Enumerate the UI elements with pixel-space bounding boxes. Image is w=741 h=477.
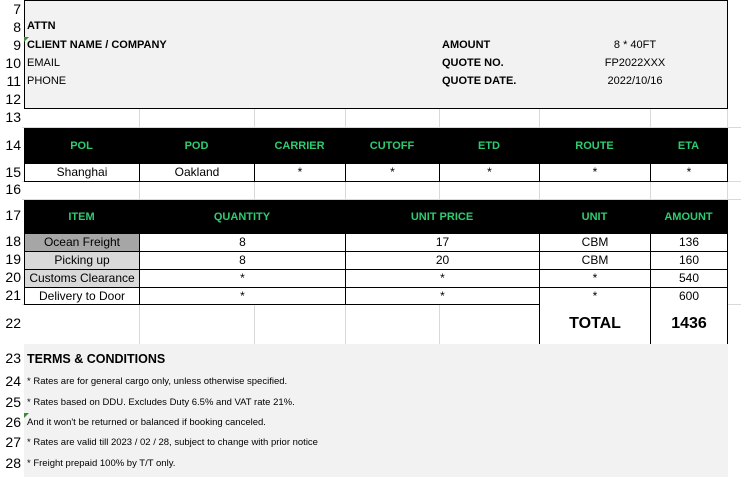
charge-quantity[interactable]: * (139, 287, 346, 305)
attn-label[interactable]: ATTN (27, 20, 56, 32)
col-header-pol[interactable]: POL (70, 140, 93, 152)
col-header-quantity[interactable]: QUANTITY (213, 211, 271, 223)
total-label[interactable]: TOTAL (569, 315, 621, 332)
charge-amount[interactable]: 160 (650, 251, 728, 270)
row-number[interactable]: 16 (5, 181, 21, 197)
col-header-unit[interactable]: UNIT (581, 211, 608, 223)
charge-amount[interactable]: 136 (650, 233, 728, 252)
charge-quantity[interactable]: 8 (139, 233, 346, 252)
quote-no-value[interactable]: FP2022XXX (604, 57, 666, 69)
col-header-amount[interactable]: AMOUNT (664, 211, 713, 223)
total-value[interactable]: 1436 (671, 315, 707, 332)
terms-title[interactable]: TERMS & CONDITIONS (27, 352, 166, 366)
row-number[interactable]: 15 (5, 164, 21, 180)
charge-unit-price[interactable]: 20 (345, 251, 540, 270)
row-number[interactable]: 17 (5, 207, 21, 223)
col-header-pod[interactable]: POD (184, 140, 209, 152)
terms-line[interactable]: * Freight prepaid 100% by T/T only. (27, 458, 176, 469)
col-header-eta[interactable]: ETA (677, 140, 700, 152)
terms-line[interactable]: * Rates are for general cargo only, unless otherwise specified. (27, 376, 288, 387)
route-cell-eta[interactable]: * (650, 163, 728, 182)
charge-quantity[interactable]: 8 (139, 251, 346, 270)
charge-unit-price[interactable]: * (345, 269, 540, 288)
phone-label[interactable]: PHONE (27, 75, 67, 87)
row-number[interactable]: 28 (5, 455, 21, 471)
row-number[interactable]: 12 (5, 91, 21, 107)
col-header-etd[interactable]: ETD (478, 140, 500, 152)
route-cell-pol[interactable]: Shanghai (24, 163, 140, 182)
row-number[interactable]: 9 (13, 37, 21, 53)
charge-unit[interactable]: * (539, 269, 651, 288)
charge-unit[interactable]: CBM (539, 251, 651, 270)
row-number[interactable]: 10 (5, 55, 21, 71)
quote-date-label[interactable]: QUOTE DATE. (442, 75, 517, 87)
route-cell-route[interactable]: * (539, 163, 651, 182)
charge-unit[interactable]: CBM (539, 233, 651, 252)
charge-unit[interactable]: * (539, 287, 651, 305)
col-header-item[interactable]: ITEM (68, 211, 95, 223)
row-number[interactable]: 20 (5, 269, 21, 285)
row-number[interactable]: 25 (5, 394, 21, 410)
row-number[interactable]: 8 (13, 19, 21, 35)
row-number[interactable]: 21 (5, 287, 21, 303)
charge-unit-price[interactable]: * (345, 287, 540, 305)
charge-item[interactable]: Picking up (24, 251, 140, 270)
row-number[interactable]: 23 (5, 350, 21, 366)
quote-date-value[interactable]: 2022/10/16 (607, 75, 663, 87)
col-header-cutoff[interactable]: CUTOFF (369, 140, 415, 152)
route-cell-pod[interactable]: Oakland (139, 163, 255, 182)
client-name-label[interactable]: CLIENT NAME / COMPANY (27, 39, 167, 51)
terms-panel (24, 344, 728, 477)
row-number[interactable]: 18 (5, 233, 21, 249)
route-cell-cutoff[interactable]: * (345, 163, 440, 182)
charge-amount[interactable]: 600 (650, 287, 728, 305)
route-cell-carrier[interactable]: * (254, 163, 346, 182)
row-number[interactable]: 27 (5, 434, 21, 450)
quote-header-panel (24, 0, 728, 109)
row-number[interactable]: 26 (5, 414, 21, 430)
row-number[interactable]: 7 (13, 1, 21, 17)
row-header-column (0, 0, 22, 477)
email-label[interactable]: EMAIL (27, 57, 61, 69)
row-number[interactable]: 11 (6, 73, 21, 89)
quote-no-label[interactable]: QUOTE NO. (442, 57, 504, 69)
amount-label[interactable]: AMOUNT (442, 39, 491, 51)
row-number[interactable]: 13 (5, 109, 21, 125)
terms-line[interactable]: * Rates based on DDU. Excludes Duty 6.5% and VAT rate 21%. (27, 397, 295, 408)
route-cell-etd[interactable]: * (439, 163, 540, 182)
col-header-route[interactable]: ROUTE (575, 140, 614, 152)
charge-quantity[interactable]: * (139, 269, 346, 288)
row-number[interactable]: 14 (5, 137, 21, 153)
col-header-carrier[interactable]: CARRIER (274, 140, 325, 152)
terms-line[interactable]: * Rates are valid till 2023 / 02 / 28, subject to change with prior notice (27, 437, 318, 448)
row-number[interactable]: 19 (5, 251, 21, 267)
row-number[interactable]: 22 (5, 315, 21, 331)
col-header-unit-price[interactable]: UNIT PRICE (410, 211, 474, 223)
charge-item[interactable]: Delivery to Door (24, 287, 140, 305)
charge-item[interactable]: Ocean Freight (24, 233, 140, 252)
charge-amount[interactable]: 540 (650, 269, 728, 288)
terms-line[interactable]: And it won't be returned or balanced if booking canceled. (27, 417, 266, 428)
charge-item[interactable]: Customs Clearance (24, 269, 140, 288)
row-number[interactable]: 24 (5, 373, 21, 389)
amount-value[interactable]: 8 * 40FT (613, 39, 657, 51)
charge-unit-price[interactable]: 17 (345, 233, 540, 252)
